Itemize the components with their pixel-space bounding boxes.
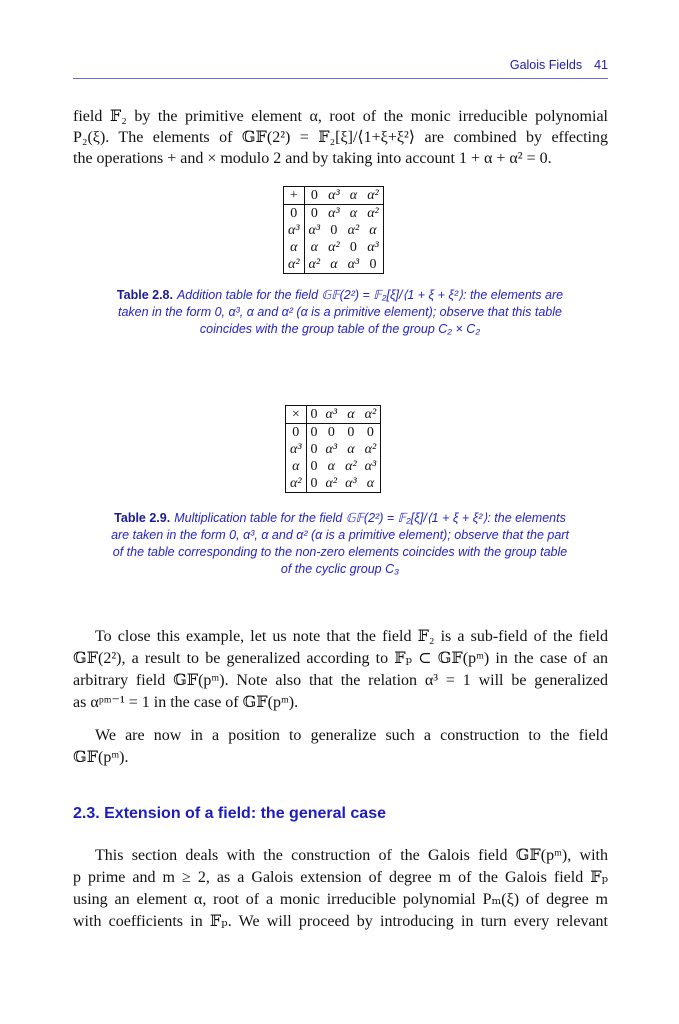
table-row <box>284 239 384 256</box>
table-cell: 0 <box>349 240 357 255</box>
header-title: Galois Fields <box>509 58 583 72</box>
caption-text: Addition table for the field 𝔾𝔽(2²) = 𝔽₂[ξ]/⟨1 + ξ + ξ²⟩: the elements are taken in the form 0, α³, α and α² (α is a primitive element); observe that this table coincides with the group table of the group C₂ × C₂ <box>118 288 564 336</box>
table-cell: α² <box>367 206 379 221</box>
text-line: the operations + and × modulo 2 and by taking into account 1 + α + α² = 0. <box>73 150 552 167</box>
table-cell: α² <box>325 476 338 491</box>
table-cell: α³ <box>367 240 379 255</box>
table-cell: α <box>344 187 364 205</box>
table-cell: α <box>341 406 361 424</box>
table-cell: α <box>330 257 338 272</box>
table-cell: α³ <box>322 406 342 424</box>
table-cell: 0 <box>366 425 374 440</box>
text-line: as αᵖᵐ⁻¹ = 1 in the case of 𝔾𝔽(pᵐ). <box>73 694 299 711</box>
table-cell: 0 <box>310 459 318 474</box>
table-cell: 0 <box>327 425 335 440</box>
table-row <box>284 205 384 223</box>
table-cell: α³ <box>364 459 377 474</box>
text-line: p prime and m ≥ 2, as a Galois extension of degree m of the Galois field 𝔽ₚ <box>73 869 608 886</box>
table-cell: α² <box>345 459 357 474</box>
text-line: P₂(ξ). The elements of 𝔾𝔽(2²) = 𝔽₂[ξ]/⟨1+ξ+ξ²⟩ are combined by effecting <box>73 129 608 146</box>
table-cell: 0 <box>286 424 307 442</box>
table-cell: α³ <box>347 257 360 272</box>
table-cell: α³ <box>324 187 344 205</box>
text-line: We are now in a position to generalize such a construction to the field <box>95 727 608 744</box>
caption-table-2-9 <box>110 510 570 578</box>
addition-table <box>283 186 384 274</box>
table-cell: α² <box>364 442 377 457</box>
table-cell: α² <box>363 187 383 205</box>
table-cell: + <box>284 187 305 205</box>
table-cell: α <box>286 458 307 475</box>
text-line: using an element α, root of a monic irreducible polynomial Pₘ(ξ) of degree m <box>73 891 608 908</box>
table-row <box>284 222 384 239</box>
table-cell: α <box>284 239 305 256</box>
paragraph-3 <box>73 725 608 769</box>
table-cell: 0 <box>310 425 318 440</box>
table-cell: α² <box>347 223 360 238</box>
multiplication-table <box>285 405 381 493</box>
table-cell: α <box>347 442 355 457</box>
paragraph-1 <box>73 106 608 169</box>
table-cell: 0 <box>284 205 305 223</box>
table-cell: × <box>286 406 307 424</box>
table-cell: 0 <box>304 187 324 205</box>
table-cell: α <box>366 476 375 491</box>
table-cell: α² <box>328 240 340 255</box>
running-header <box>73 58 608 72</box>
table-cell: α² <box>286 475 307 493</box>
header-rule <box>73 78 608 79</box>
paragraph-2 <box>73 626 608 714</box>
table-cell: α³ <box>325 442 338 457</box>
table-cell: α <box>327 459 335 474</box>
caption-label: Table 2.9. <box>114 511 171 525</box>
table-cell: α³ <box>284 222 305 239</box>
text-line: with coefficients in 𝔽ₚ. We will proceed by introducing in turn every relevant <box>73 913 608 930</box>
table-cell: 0 <box>310 442 318 457</box>
section-heading: 2.3. Extension of a field: the general case <box>73 805 386 822</box>
caption-text: Multiplication table for the field 𝔾𝔽(2²) = 𝔽₂[ξ]/⟨1 + ξ + ξ²⟩: the elements are taken in the form 0, α³, α and α² (α is a primitive element); observe that the part of the table corresponding to the non-zero elements coincides with the group table of the cyclic group C₃ <box>111 511 569 576</box>
table-row <box>286 441 381 458</box>
table-cell: α <box>310 240 318 255</box>
table-cell: 0 <box>310 476 318 491</box>
text-line: arbitrary field 𝔾𝔽(pᵐ). Note also that the relation α³ = 1 will be generalized <box>73 672 608 689</box>
table-cell: 0 <box>369 257 377 272</box>
table-cell: α³ <box>286 441 307 458</box>
table-cell: 0 <box>347 425 355 440</box>
table-header-row <box>284 187 384 205</box>
table-cell: α³ <box>345 476 357 491</box>
text-line: 𝔾𝔽(pᵐ). <box>73 749 129 766</box>
table-cell: 0 <box>310 206 318 221</box>
text-line: This section deals with the construction of the Galois field 𝔾𝔽(pᵐ), with <box>95 847 608 864</box>
table-cell: 0 <box>306 406 322 424</box>
table-row <box>286 475 381 493</box>
table-cell: α² <box>284 256 305 274</box>
table-cell: 0 <box>330 223 338 238</box>
table-cell: α³ <box>308 223 321 238</box>
table-row <box>284 256 384 274</box>
paragraph-4 <box>73 845 608 933</box>
caption-label: Table 2.8. <box>116 288 173 302</box>
table-header-row <box>286 406 381 424</box>
table-cell: α² <box>308 257 321 272</box>
caption-table-2-8 <box>100 287 580 338</box>
text-line: field 𝔽₂ by the primitive element α, root of the monic irreducible polynomial <box>73 108 608 125</box>
table-cell: α <box>369 223 377 238</box>
table-row <box>286 458 381 475</box>
table-cell: α³ <box>328 206 340 221</box>
text-line: 𝔾𝔽(2²), a result to be generalized according to 𝔽ₚ ⊂ 𝔾𝔽(pᵐ) in the case of an <box>73 650 608 667</box>
page-number: 41 <box>594 58 608 72</box>
table-cell: α² <box>361 406 381 424</box>
table-cell: α <box>349 206 358 221</box>
text-line: To close this example, let us note that the field 𝔽₂ is a sub-field of the field <box>95 628 608 645</box>
table-row <box>286 424 381 442</box>
